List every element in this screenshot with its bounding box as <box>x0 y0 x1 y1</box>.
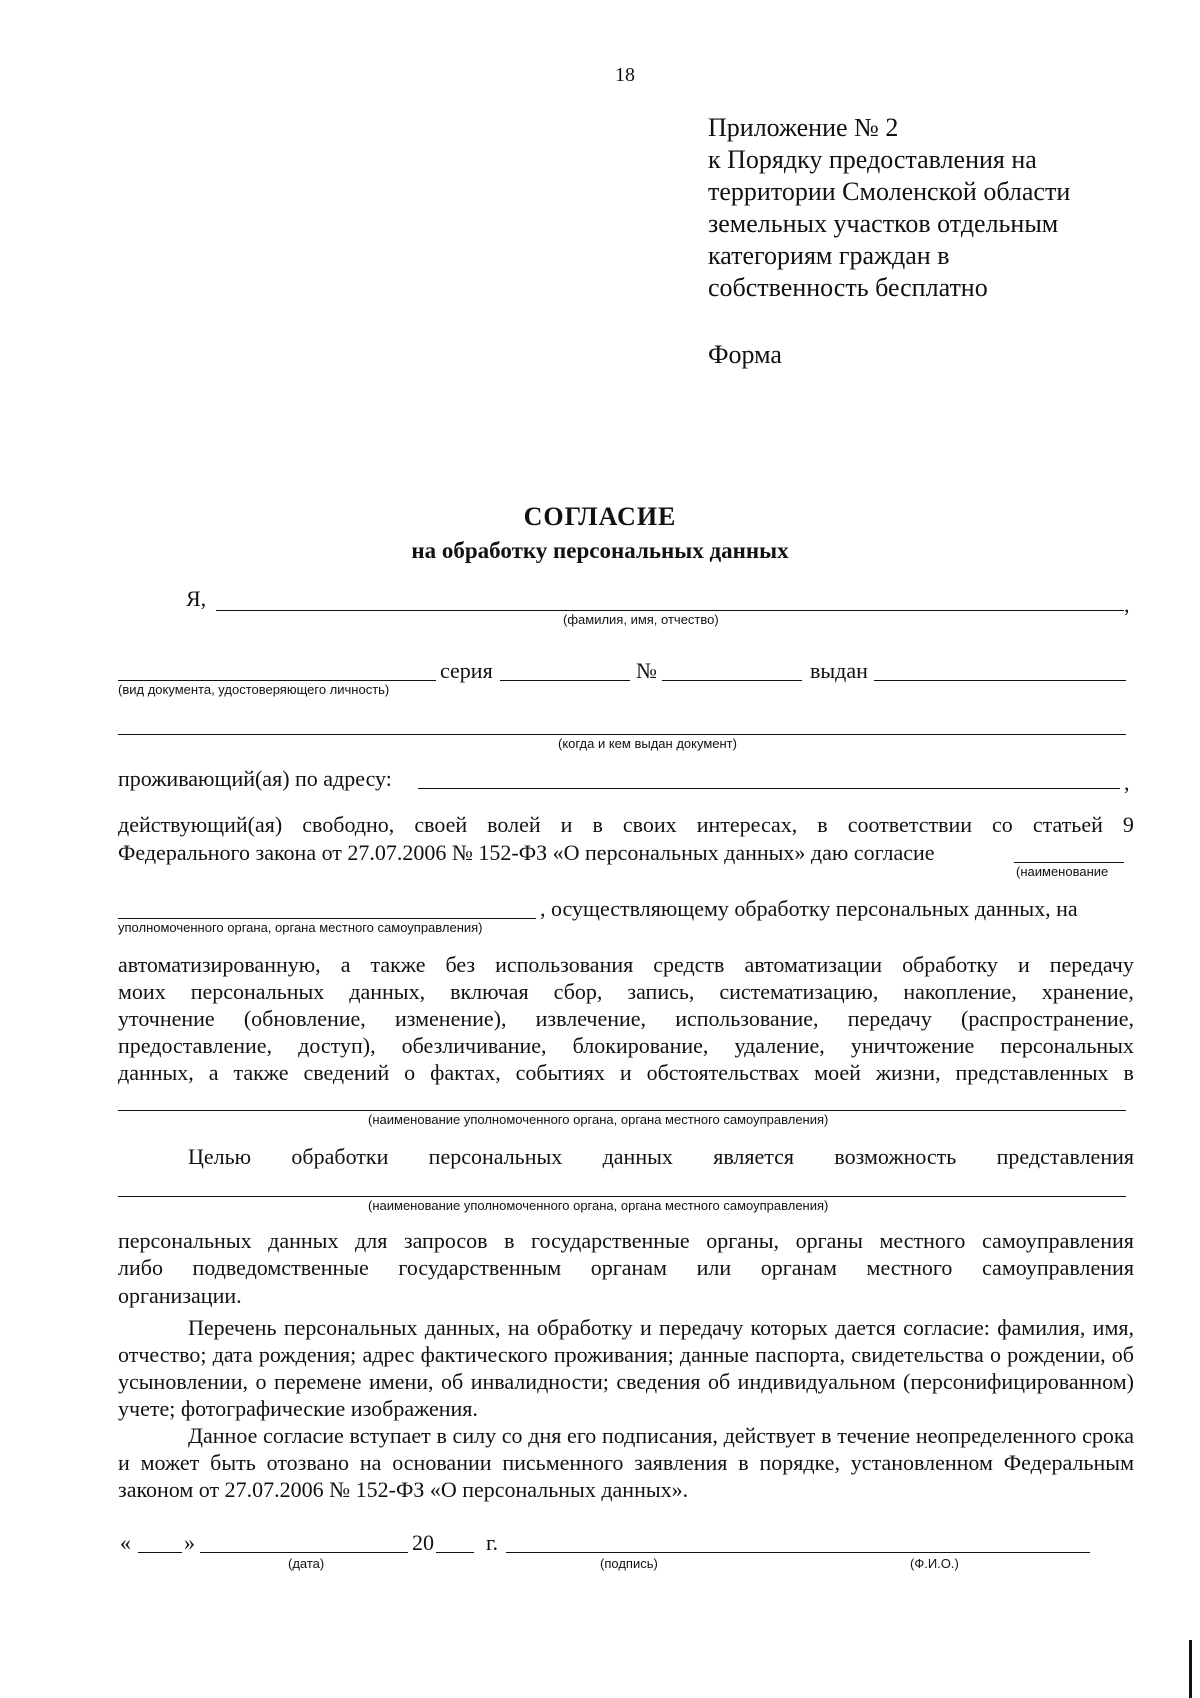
word: или <box>696 1255 732 1280</box>
month-field[interactable] <box>200 1552 408 1553</box>
fio-field[interactable] <box>216 610 1124 611</box>
word: запросов <box>403 1228 488 1253</box>
word: в <box>504 1228 515 1253</box>
word: запись, <box>627 979 695 1004</box>
year-prefix: 20 <box>412 1530 434 1555</box>
appendix-line <box>708 176 1134 208</box>
word: средств <box>653 952 725 977</box>
word: в <box>592 812 603 837</box>
address-field[interactable] <box>418 788 1120 789</box>
scan-edge-mark <box>1189 1640 1192 1698</box>
word: (распространение, <box>961 1006 1134 1031</box>
word: персональных <box>190 979 325 1004</box>
purpose-line <box>188 1144 1134 1170</box>
word: включая <box>450 979 529 1004</box>
body-line <box>118 1006 1134 1033</box>
date-quote-open: « <box>120 1530 131 1555</box>
word: автоматизированную, <box>118 952 321 977</box>
number-field[interactable] <box>662 680 802 681</box>
fio-hint: (фамилия, имя, отчество) <box>563 612 719 627</box>
word: (обновление, <box>243 1006 366 1031</box>
word: и <box>619 1060 632 1085</box>
word: Смоленской <box>842 177 977 206</box>
body-line <box>118 979 1134 1006</box>
data-list-paragraph: Перечень персональных данных, на обработку и передачу которых дается согласие: фамилия, имя, отчество; дата рождения; адрес фактического проживания; данные паспорта, свидетельства о рождении, об усыновлении, о перемене имени, об инвалидности; сведения об индивидуальном (персонифицированном) учете; фотографические изображения. <box>118 1315 1134 1421</box>
word: без <box>445 952 476 977</box>
word: данных <box>268 1228 339 1253</box>
word: предоставление, <box>118 1033 273 1058</box>
body-line <box>118 952 1134 979</box>
word: обезличивание, <box>401 1033 547 1058</box>
word: персональных <box>118 1228 252 1253</box>
organ-hint-1: (наименование уполномоченного органа, органа местного самоуправления) <box>368 1112 829 1127</box>
word: в <box>1123 1060 1134 1085</box>
fio-short-hint: (Ф.И.О.) <box>910 1556 959 1571</box>
number-label: № <box>636 658 657 683</box>
word: моей <box>814 1060 861 1085</box>
appendix-last-line: собственность бесплатно <box>708 273 988 302</box>
consent-organ-field-start[interactable] <box>1014 862 1124 863</box>
word: возможность <box>834 1144 957 1169</box>
word: территории <box>708 177 836 206</box>
word: граждан <box>838 241 931 270</box>
word: обстоятельствах <box>646 1060 800 1085</box>
word: данных, <box>118 1060 194 1085</box>
word: передачу <box>1049 952 1134 977</box>
validity-paragraph: Данное согласие вступает в силу со дня его подписания, действует в течение неопределенного срока и может быть отозвано на основании письменного заявления в порядке, установленном Федеральным законом от 27.07.2006 № 152-ФЗ «О персональных данных». <box>118 1423 1134 1502</box>
word: представления <box>996 1144 1134 1169</box>
word: самоуправления <box>982 1255 1134 1280</box>
appendix-line <box>708 208 1134 240</box>
word: данных <box>602 1144 673 1169</box>
word: органам <box>760 1255 837 1280</box>
body-line <box>118 1060 1134 1087</box>
word: доступ), <box>298 1033 376 1058</box>
word: накопление, <box>903 979 1017 1004</box>
word: подведомственные <box>192 1255 369 1280</box>
word: в <box>937 241 950 270</box>
processing-tail: , осуществляющему обработку персональных данных, на <box>540 896 1078 921</box>
organ-hint-2: (наименование уполномоченного органа, органа местного самоуправления) <box>368 1198 829 1213</box>
acting-line-1 <box>118 812 1134 838</box>
word: отдельным <box>937 209 1059 238</box>
word: систематизацию, <box>719 979 879 1004</box>
date-hint: (дата) <box>288 1556 325 1571</box>
ya-label: Я, <box>186 586 207 611</box>
body-line <box>118 1255 1134 1282</box>
body-line <box>118 1033 1134 1060</box>
word: фактах, <box>430 1060 501 1085</box>
word: представленных <box>955 1060 1109 1085</box>
purpose-end: организации. <box>118 1283 242 1308</box>
processing-scope-paragraph <box>118 952 1134 1087</box>
page-number: 18 <box>615 64 635 86</box>
address-comma: , <box>1124 770 1130 795</box>
year-suffix: г. <box>486 1530 499 1555</box>
word: в <box>817 812 828 837</box>
word: является <box>713 1144 795 1169</box>
issue-details-field[interactable] <box>118 734 1126 735</box>
appendix-title: Приложение № 2 <box>708 113 899 142</box>
word: области <box>983 177 1071 206</box>
word: хранение, <box>1041 979 1134 1004</box>
word: волей <box>487 812 541 837</box>
word: участков <box>833 209 931 238</box>
series-field[interactable] <box>500 680 630 681</box>
document-subtitle: на обработку персональных данных <box>411 538 789 563</box>
appendix-block <box>708 112 1134 304</box>
word: и <box>1017 952 1030 977</box>
year-field[interactable] <box>436 1552 474 1553</box>
appendix-line <box>708 240 1134 272</box>
document-type-field[interactable] <box>118 680 436 681</box>
word: местного <box>866 1255 953 1280</box>
word: и <box>560 812 573 837</box>
consent-organ-field[interactable] <box>118 918 536 919</box>
word: органы, <box>706 1228 780 1253</box>
word: персональных <box>1000 1033 1134 1058</box>
word: сведений <box>303 1060 390 1085</box>
word: также <box>233 1060 289 1085</box>
word: уточнение <box>118 1006 215 1031</box>
word: либо <box>118 1255 163 1280</box>
word: 9 <box>1122 812 1134 837</box>
word: со <box>992 812 1013 837</box>
word: изменение), <box>394 1006 507 1031</box>
word: персональных <box>428 1144 563 1169</box>
word: государственные <box>531 1228 690 1253</box>
signature-fio-field[interactable] <box>506 1552 1090 1553</box>
word: действующий(ая) <box>118 812 283 837</box>
word: использование, <box>675 1006 819 1031</box>
word: к <box>708 145 721 174</box>
appendix-line <box>708 144 1134 176</box>
day-field[interactable] <box>138 1552 182 1553</box>
word: о <box>404 1060 416 1085</box>
word: извлечение, <box>535 1006 647 1031</box>
word: земельных <box>708 209 828 238</box>
word: жизни, <box>875 1060 941 1085</box>
word: удаление, <box>734 1033 825 1058</box>
word: на <box>1011 145 1037 174</box>
word: Порядку <box>727 145 823 174</box>
word: своих <box>622 812 677 837</box>
word: обработку <box>902 952 998 977</box>
word: событиях <box>515 1060 605 1085</box>
word: местного <box>879 1228 966 1253</box>
comma: , <box>1124 592 1130 617</box>
issued-by-field[interactable] <box>874 680 1126 681</box>
word: свободно, <box>302 812 395 837</box>
word: интересах, <box>696 812 798 837</box>
issue-details-hint: (когда и кем выдан документ) <box>558 736 737 751</box>
word: моих <box>118 979 166 1004</box>
word: статьей <box>1032 812 1103 837</box>
organ-field-1[interactable] <box>118 1110 1126 1111</box>
word: также <box>370 952 426 977</box>
organ-name-hint-end: уполномоченного органа, органа местного самоуправления) <box>118 920 483 935</box>
word: данных, <box>349 979 426 1004</box>
word: для <box>355 1228 388 1253</box>
word: обработки <box>291 1144 389 1169</box>
organ-field-2[interactable] <box>118 1196 1126 1197</box>
document-title: СОГЛАСИЕ <box>523 502 677 531</box>
word: предоставления <box>828 145 1005 174</box>
document-type-hint: (вид документа, удостоверяющего личность) <box>118 682 390 697</box>
word: а <box>340 952 351 977</box>
signature-hint: (подпись) <box>600 1556 658 1571</box>
word: органы <box>795 1228 863 1253</box>
word: передачу <box>847 1006 932 1031</box>
word: а <box>208 1060 219 1085</box>
word: использования <box>495 952 634 977</box>
purpose-continuation <box>118 1228 1134 1309</box>
word: органам <box>590 1255 667 1280</box>
acting-line-2: Федерального закона от 27.07.2006 № 152-ФЗ «О персональных данных» даю согласие <box>118 840 935 865</box>
word: своей <box>414 812 468 837</box>
issued-label: выдан <box>810 658 868 683</box>
organ-name-hint-start: (наименование <box>1016 864 1109 879</box>
word: Целью <box>188 1144 252 1169</box>
word: автоматизации <box>744 952 883 977</box>
word: блокирование, <box>572 1033 709 1058</box>
word: государственным <box>398 1255 562 1280</box>
date-quote-close: » <box>184 1530 195 1555</box>
word: сбор, <box>553 979 603 1004</box>
address-label: проживающий(ая) по адресу: <box>118 766 392 791</box>
word: соответствии <box>847 812 973 837</box>
form-label: Форма <box>708 340 782 369</box>
word: самоуправления <box>981 1228 1134 1253</box>
word: уничтожение <box>850 1033 975 1058</box>
body-line <box>118 1228 1134 1255</box>
series-label: серия <box>440 658 493 683</box>
word: категориям <box>708 241 833 270</box>
